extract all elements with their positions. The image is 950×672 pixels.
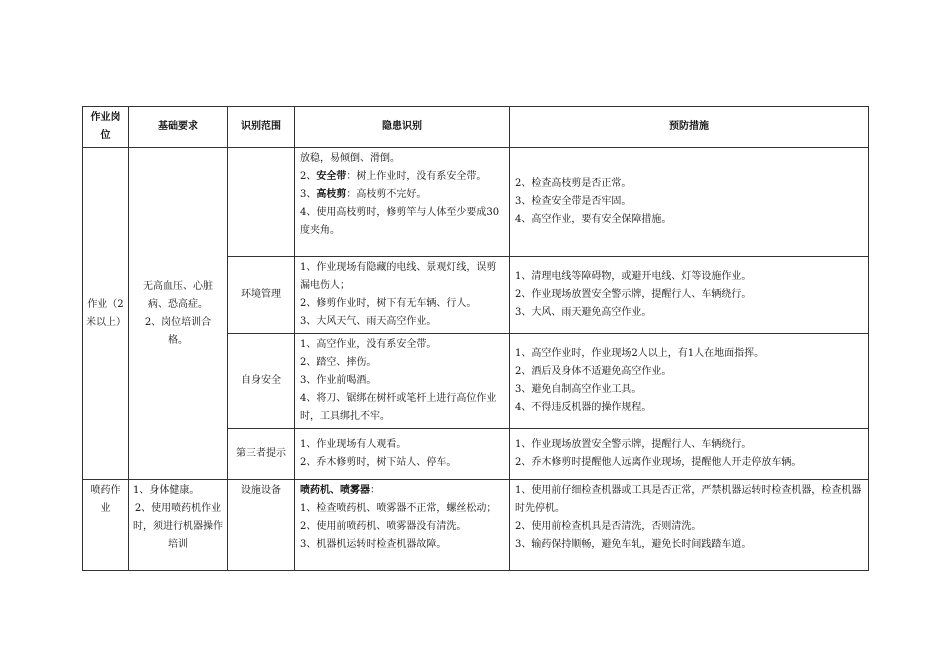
hazard-line: 3、机器机运转时检查机器故障。 [300, 539, 447, 550]
scope-cell-empty [228, 148, 295, 257]
table-row [83, 148, 869, 257]
hazard-line: 2、使用前喷药机、喷雾器没有清洗。 [300, 521, 467, 532]
prevent-cell [510, 334, 869, 429]
hazard-title: 喷药机、喷雾器： [300, 485, 380, 496]
hazard-line: 2、修剪作业时，树下有无车辆、行人。 [300, 298, 477, 309]
prevent-line: 2、使用前检查机具是否清洗，否则清洗。 [515, 521, 702, 532]
post-cell [83, 148, 129, 480]
header-basic: 基础要求 [129, 107, 228, 148]
prevent-line: 1、作业现场放置安全警示牌，提醒行人、车辆绕行。 [515, 439, 752, 450]
table-row [83, 480, 869, 571]
hazard-line: 3、大风天气、雨天高空作业。 [300, 316, 437, 327]
prevent-cell [510, 148, 869, 257]
hazard-line: 4、将刀、锯绑在树杆或笔杆上进行高位作业时，工具绑扎不牢。 [300, 393, 497, 422]
hazard-line: 4、使用高枝剪时，修剪竿与人体至少要成30度夹角。 [300, 207, 500, 236]
hazard-line: 1、作业现场有人观看。 [300, 439, 407, 450]
hazard-table [82, 106, 869, 571]
hazard-line: 1、高空作业，没有系安全带。 [300, 339, 437, 350]
prevent-line: 2、检查高枝剪是否正常。 [515, 178, 632, 189]
prevent-line: 3、检查安全带是否牢固。 [515, 196, 632, 207]
header-scope: 识别范围 [228, 107, 295, 148]
prevent-line: 1、高空作业时，作业现场2人以上，有1人在地面指挥。 [515, 348, 765, 359]
prevent-cell [510, 257, 869, 334]
prevent-line: 2、酒后及身体不适避免高空作业。 [515, 366, 672, 377]
basic-line: 1、身体健康。 [133, 485, 200, 496]
prevent-line: 3、大风、雨天避免高空作业。 [515, 307, 652, 318]
prevent-cell [510, 429, 869, 480]
post-cell [83, 480, 129, 571]
hazard-line: 3、高枝剪：高枝剪不完好。 [300, 189, 427, 200]
hazard-cell [295, 480, 510, 571]
basic-cell [129, 148, 228, 480]
post-text: 作业（2米以上） [86, 298, 126, 328]
prevent-line: 1、清理电线等障碍物，或避开电线、灯等设施作业。 [515, 271, 752, 282]
hazard-line: 2、踏空、摔伤。 [300, 357, 377, 368]
prevent-line: 4、不得违反机器的操作规程。 [515, 402, 652, 413]
header-row [83, 107, 869, 148]
basic-line: 无高血压、心脏病、恐高症。 [143, 280, 213, 310]
basic-cell [129, 480, 228, 571]
hazard-cell [295, 429, 510, 480]
prevent-cell [510, 480, 869, 571]
hazard-line: 1、作业现场有隐藏的电线、景观灯线，误剪漏电伤人； [300, 262, 497, 291]
prevent-line: 2、作业现场放置安全警示牌，提醒行人、车辆绕行。 [515, 289, 752, 300]
hazard-line: 2、安全带：树上作业时，没有系安全带。 [300, 171, 487, 182]
hazard-line: 2、乔木修剪时，树下站人、停车。 [300, 457, 457, 468]
hazard-cell [295, 334, 510, 429]
hazard-line: 放稳，易倾倒、滑倒。 [300, 153, 400, 164]
hazard-line: 3、作业前喝酒。 [300, 375, 377, 386]
scope-cell: 自身安全 [228, 334, 295, 429]
prevent-line: 2、乔木修剪时提醒他人远离作业现场，提醒他人开走停放车辆。 [515, 457, 802, 468]
header-hazard: 隐患识别 [295, 107, 510, 148]
hazard-line: 1、检查喷药机、喷雾器不正常，螺丝松动； [300, 503, 497, 514]
basic-line: 2、使用喷药机作业时，须进行机器操作培训 [133, 503, 223, 550]
scope-cell: 设施设备 [228, 480, 295, 571]
scope-cell: 第三者提示 [228, 429, 295, 480]
prevent-line: 3、输药保持顺畅，避免车轧，避免长时间践踏车道。 [515, 539, 752, 550]
prevent-line: 1、使用前仔细检查机器或工具是否正常，严禁机器运转时检查机器，检查机器时先停机。 [515, 485, 862, 514]
header-post: 作业岗位 [83, 107, 129, 148]
scope-cell: 环境管理 [228, 257, 295, 334]
prevent-line: 3、避免自制高空作业工具。 [515, 384, 642, 395]
header-prevent: 预防措施 [510, 107, 869, 148]
hazard-cell [295, 148, 510, 257]
post-text: 喷药作业 [90, 485, 121, 514]
basic-line: 2、岗位培训合格。 [144, 316, 212, 346]
prevent-line: 4、高空作业，要有安全保障措施。 [515, 214, 672, 225]
hazard-cell [295, 257, 510, 334]
